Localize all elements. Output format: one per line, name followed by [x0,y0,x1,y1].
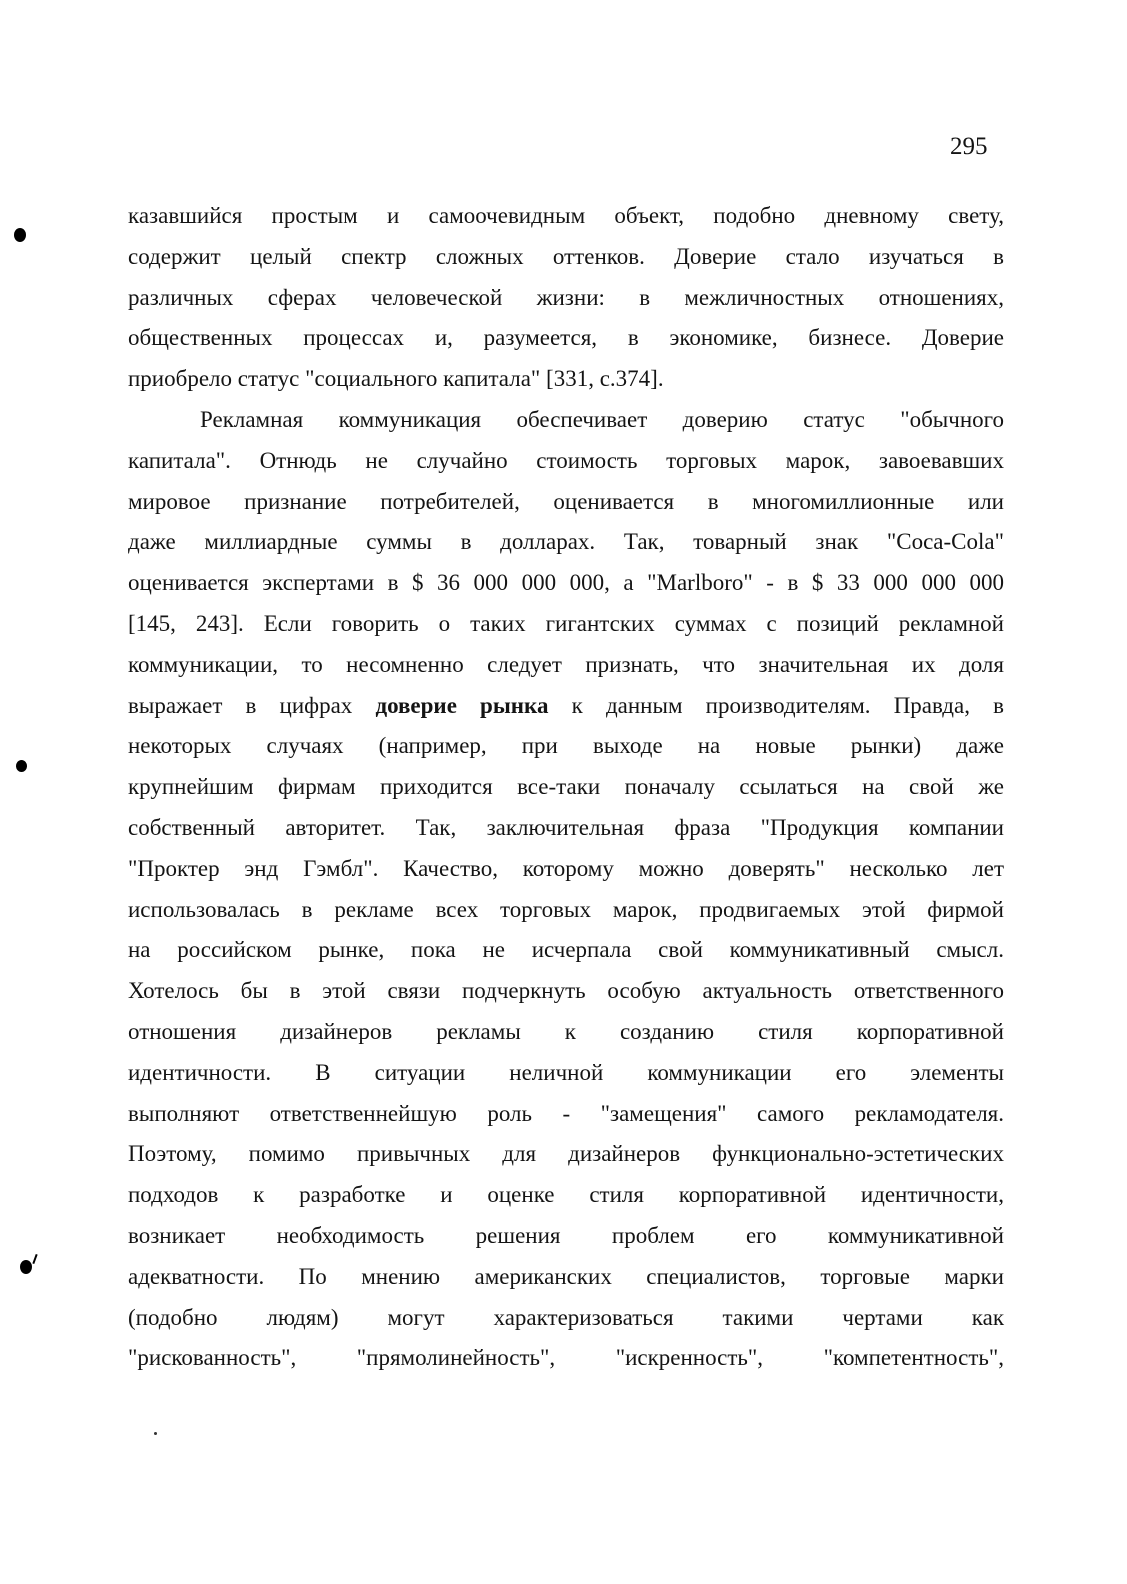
text-line: "рискованность", "прямолинейность", "искренность", "компетентность", [128,1345,1004,1371]
scan-artifact [154,1432,157,1435]
binding-hole-mark [20,1260,32,1274]
page-number: 295 [950,133,988,160]
text-line: общественных процессах и, разумеется, в экономике, бизнесе. Доверие [128,325,1004,351]
text-line: подходов к разработке и оценке стиля корпоративной идентичности, [128,1182,1004,1208]
text-line: собственный авторитет. Так, заключительная фраза "Продукция компании [128,814,1004,840]
text-line [128,686,1004,727]
text-line: идентичности. В ситуации неличной коммуникации его элементы [128,1059,1004,1085]
text-line: отношения дизайнеров рекламы к созданию стиля корпоративной [128,1018,1004,1044]
text-line: коммуникации, то несомненно следует признать, что значительная их доля [128,651,1004,677]
text-line: казавшийся простым и самоочевидным объект, подобно дневному свету, [128,203,1004,228]
emphasized-phrase: доверие рынка [375,692,549,718]
text-line: "Проктер энд Гэмбл". Качество, которому можно доверять" несколько лет [128,855,1004,881]
text-line: на российском рынке, пока не исчерпала свой коммуникативный смысл. [128,937,1004,963]
text-line: Рекламная коммуникация обеспечивает доверию статус "обычного [200,406,1004,432]
text-line: оценивается экспертами в $ 36 000 000 000, а "Marlboro" - в $ 33 000 000 000 [128,570,1004,596]
text-segment: к данным производителям. Правда, в [548,692,1004,718]
text-line: приобрело статус "социального капитала" [331, с.374]. [128,366,664,392]
text-segment: выражает в цифрах [128,692,376,718]
text-line: (подобно людям) могут характеризоваться такими чертами как [128,1304,1004,1330]
scan-artifact [32,1254,37,1264]
text-line: использовалась в рекламе всех торговых марок, продвигаемых этой фирмой [128,896,1004,922]
text-line: содержит целый спектр сложных оттенков. Доверие стало изучаться в [128,243,1004,269]
text-line: Поэтому, помимо привычных для дизайнеров функционально-эстетических [128,1141,1004,1167]
text-line: возникает необходимость решения проблем его коммуникативной [128,1222,1004,1248]
text-line: [145, 243]. Если говорить о таких гигантских суммах с позиций рекламной [128,610,1004,636]
binding-hole-mark [14,228,26,242]
text-line: выполняют ответственнейшую роль - "замещения" самого рекламодателя. [128,1100,1004,1126]
binding-hole-mark [16,760,27,772]
text-line: различных сферах человеческой жизни: в межличностных отношениях, [128,284,1004,310]
text-line: крупнейшим фирмам приходится все-таки поначалу ссылаться на свой же [128,774,1004,800]
text-line: даже миллиардные суммы в долларах. Так, товарный знак "Coca-Cola" [128,529,1004,555]
text-line: адекватности. По мнению американских специалистов, торговые марки [128,1263,1004,1289]
body-text [128,196,1004,1379]
text-line: некоторых случаях (например, при выходе на новые рынки) даже [128,733,1004,759]
text-line: мировое признание потребителей, оценивается в многомиллионные или [128,488,1004,514]
text-line: капитала". Отнюдь не случайно стоимость торговых марок, завоевавших [128,447,1004,473]
text-line: Хотелось бы в этой связи подчеркнуть особую актуальность ответственного [128,978,1004,1004]
